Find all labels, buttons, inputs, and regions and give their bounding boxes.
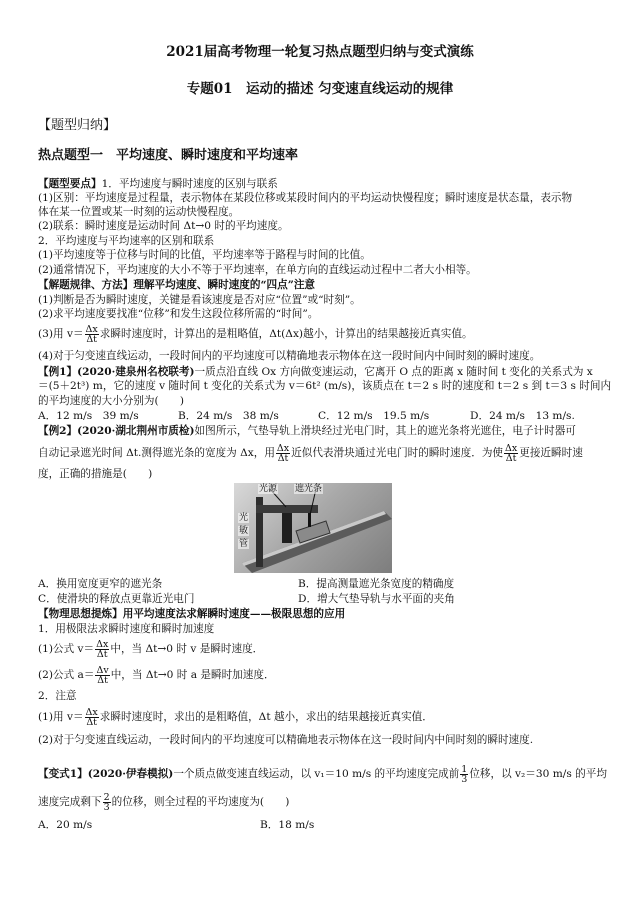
air-track-drawing bbox=[234, 483, 392, 573]
denominator: Δt bbox=[86, 716, 97, 728]
text-fragment: (2)公式 a＝ bbox=[38, 669, 95, 681]
fraction bbox=[276, 444, 290, 463]
document-title: 2021届高考物理一轮复习热点题型归纳与变式演练 bbox=[166, 44, 474, 60]
text-fragment: 中，当 Δt→0 时 a 是瞬时加速度． bbox=[110, 669, 275, 681]
key-points-line bbox=[38, 177, 610, 191]
text-fragment: 速度完成剩下 bbox=[38, 796, 102, 808]
text-line: (2)联系：瞬时速度是运动时间 Δt→0 时的平均速度。 bbox=[38, 220, 289, 232]
text-fragment: 如图所示，气垫导轨上滑块经过光电门时，其上的遮光条将光遮住，电子计时器可 bbox=[194, 425, 576, 437]
denominator: 3 bbox=[103, 801, 110, 813]
type-heading: 热点题型一 平均速度、瞬时速度和平均速率 bbox=[38, 148, 299, 163]
option-a: A．换用宽度更窄的遮光条 bbox=[38, 578, 163, 590]
option-b: B．提高测量遮光条宽度的精确度 bbox=[298, 578, 455, 590]
denominator: Δt bbox=[86, 333, 97, 345]
text-line: (2)通常情况下，平均速度的大小不等于平均速率，在单方向的直线运动过程中二者大小相等。 bbox=[38, 264, 477, 276]
fraction bbox=[504, 444, 518, 463]
formula-line bbox=[38, 638, 610, 660]
option-a: A．20 m/s bbox=[38, 819, 93, 831]
variant-1-label: 【变式1】(2020·伊春模拟) bbox=[38, 768, 174, 780]
numerator: 1 bbox=[461, 763, 468, 775]
label-light-source: 光源 bbox=[259, 484, 278, 494]
text-line: ＝(5＋2t³) m，它的速度 v 随时间 t 变化的关系式为 v＝6t² (m/s)，该质点在 t＝2 s 时的速度和 t＝2 s 到 t＝3 s 时间内 bbox=[38, 380, 612, 392]
text-line: (4)对于匀变速直线运动，一段时间内的平均速度可以精确地表示物体在这一段时间内中间时刻的瞬时速度。 bbox=[38, 350, 541, 362]
formula-line bbox=[38, 323, 610, 345]
text-fragment: 一质点沿直线 Ox 方向做变速运动，它离开 O 点的距离 x 随时间 t 变化的关系式为 x bbox=[194, 366, 593, 378]
option-d: D．24 m/s 13 m/s. bbox=[470, 410, 575, 422]
denominator: 3 bbox=[461, 773, 468, 785]
variant-1-line bbox=[38, 763, 610, 785]
numerator: Δx bbox=[85, 706, 98, 718]
formula-line bbox=[38, 442, 610, 464]
fraction bbox=[85, 325, 99, 344]
numerator: 2 bbox=[103, 791, 110, 803]
numerator: Δx bbox=[96, 638, 109, 650]
text-fragment: 求瞬时速度时，计算出的是粗略值，Δt(Δx)越小，计算出的结果越接近真实值。 bbox=[99, 328, 473, 340]
formula-line bbox=[38, 706, 610, 728]
key-points-label: 【题型要点】 bbox=[38, 178, 102, 190]
label-sensor-3: 管 bbox=[239, 539, 249, 549]
air-track-photo bbox=[234, 483, 392, 573]
option-b: B．24 m/s 38 m/s bbox=[178, 410, 279, 422]
section-label: 【题型归纳】 bbox=[38, 118, 117, 133]
text-line: (1)区别：平均速度是过程量，表示物体在某段位移或某段时间内的平均运动快慢程度；瞬时速度是状态量，表示物 bbox=[38, 192, 573, 204]
example-1-label: 【例1】(2020·建泉州名校联考) bbox=[38, 366, 195, 378]
fraction bbox=[460, 765, 468, 784]
numerator: Δx bbox=[276, 442, 290, 454]
text-fragment: 中，当 Δt→0 时 v 是瞬时速度． bbox=[110, 643, 264, 655]
example-2-line bbox=[38, 424, 610, 438]
text-fragment: (1)公式 v＝ bbox=[38, 643, 95, 655]
fraction bbox=[95, 640, 109, 659]
text-line: (1)判断是否为瞬时速度，关键是看该速度是否对应“位置”或“时刻”。 bbox=[38, 294, 361, 306]
text-line: 1．用极限法求瞬时速度和瞬时加速度 bbox=[38, 623, 215, 635]
denominator: Δt bbox=[277, 452, 289, 464]
option-d: D．增大气垫导轨与水平面的夹角 bbox=[298, 593, 455, 605]
text-line: 2．注意 bbox=[38, 690, 77, 702]
fraction bbox=[103, 793, 111, 812]
text-line: 体在某一位置或某一时刻的运动快慢程度。 bbox=[38, 206, 240, 218]
label-shade-strip: 遮光条 bbox=[295, 484, 323, 494]
option-b: B．18 m/s bbox=[260, 819, 315, 831]
text-fragment: 近似代表滑块通过光电门时的瞬时速度．为使 bbox=[291, 447, 504, 459]
denominator: Δt bbox=[97, 674, 108, 686]
text-fragment: 一个质点做变速直线运动，以 v₁＝10 m/s 的平均速度完成前 bbox=[173, 768, 460, 780]
text-fragment: (3)用 v＝ bbox=[38, 328, 84, 340]
denominator: Δt bbox=[505, 452, 517, 464]
denominator: Δt bbox=[96, 648, 108, 660]
text-fragment: 求瞬时速度时，求出的是粗略值，Δt 越小，求出的结果越接近真实值． bbox=[99, 711, 433, 723]
text-line: 2．平均速度与平均速率的区别和联系 bbox=[38, 235, 215, 247]
text-line: (2)对于匀变速直线运动，一段时间内的平均速度可以精确地表示物体在这一段时间内中间时刻的瞬时速度. bbox=[38, 734, 534, 746]
text-line: 的平均速度的大小分别为( ) bbox=[38, 395, 184, 407]
numerator: Δx bbox=[505, 442, 518, 454]
physics-heading: 【物理思想提炼】用平均速度法求解瞬时速度——极限思想的应用 bbox=[38, 608, 346, 620]
text-line: 度，正确的措施是( ) bbox=[38, 468, 153, 480]
example-1-line bbox=[38, 365, 610, 379]
text-fragment: 位移，以 v₂＝30 m/s 的平均 bbox=[469, 768, 607, 780]
text-fragment: (1)用 v＝ bbox=[38, 711, 84, 723]
fraction bbox=[95, 666, 109, 685]
text-line: (1)平均速度等于位移与时间的比值，平均速率等于路程与时间的比值。 bbox=[38, 249, 371, 261]
option-a: A．12 m/s 39 m/s bbox=[38, 410, 139, 422]
numerator: Δx bbox=[85, 323, 98, 335]
formula-line bbox=[38, 664, 610, 686]
method-heading: 【解题规律、方法】理解平均速度、瞬时速度的“四点”注意 bbox=[38, 279, 316, 291]
fraction bbox=[85, 708, 99, 727]
text-line: (2)求平均速度要找准“位移”和发生这段位移所需的“时间”。 bbox=[38, 308, 319, 320]
text-fragment: 的位移，则全过程的平均速度为( ) bbox=[111, 796, 290, 808]
option-c: C．12 m/s 19.5 m/s bbox=[318, 410, 430, 422]
topic-title: 专题01 运动的描述 匀变速直线运动的规律 bbox=[186, 81, 454, 97]
label-sensor-1: 光 bbox=[239, 513, 249, 523]
label-sensor-2: 敏 bbox=[239, 526, 249, 536]
numerator: Δv bbox=[96, 664, 109, 676]
example-2-label: 【例2】(2020·湖北荆州市质检) bbox=[38, 425, 195, 437]
text-fragment: 更接近瞬时速 bbox=[519, 447, 583, 459]
key-points-item: 1．平均速度与瞬时速度的区别与联系 bbox=[101, 178, 278, 190]
formula-line bbox=[38, 791, 610, 813]
text-fragment: 自动记录遮光时间 Δt.测得遮光条的宽度为 Δx，用 bbox=[38, 447, 275, 459]
option-c: C．使滑块的释放点更靠近光电门 bbox=[38, 593, 195, 605]
